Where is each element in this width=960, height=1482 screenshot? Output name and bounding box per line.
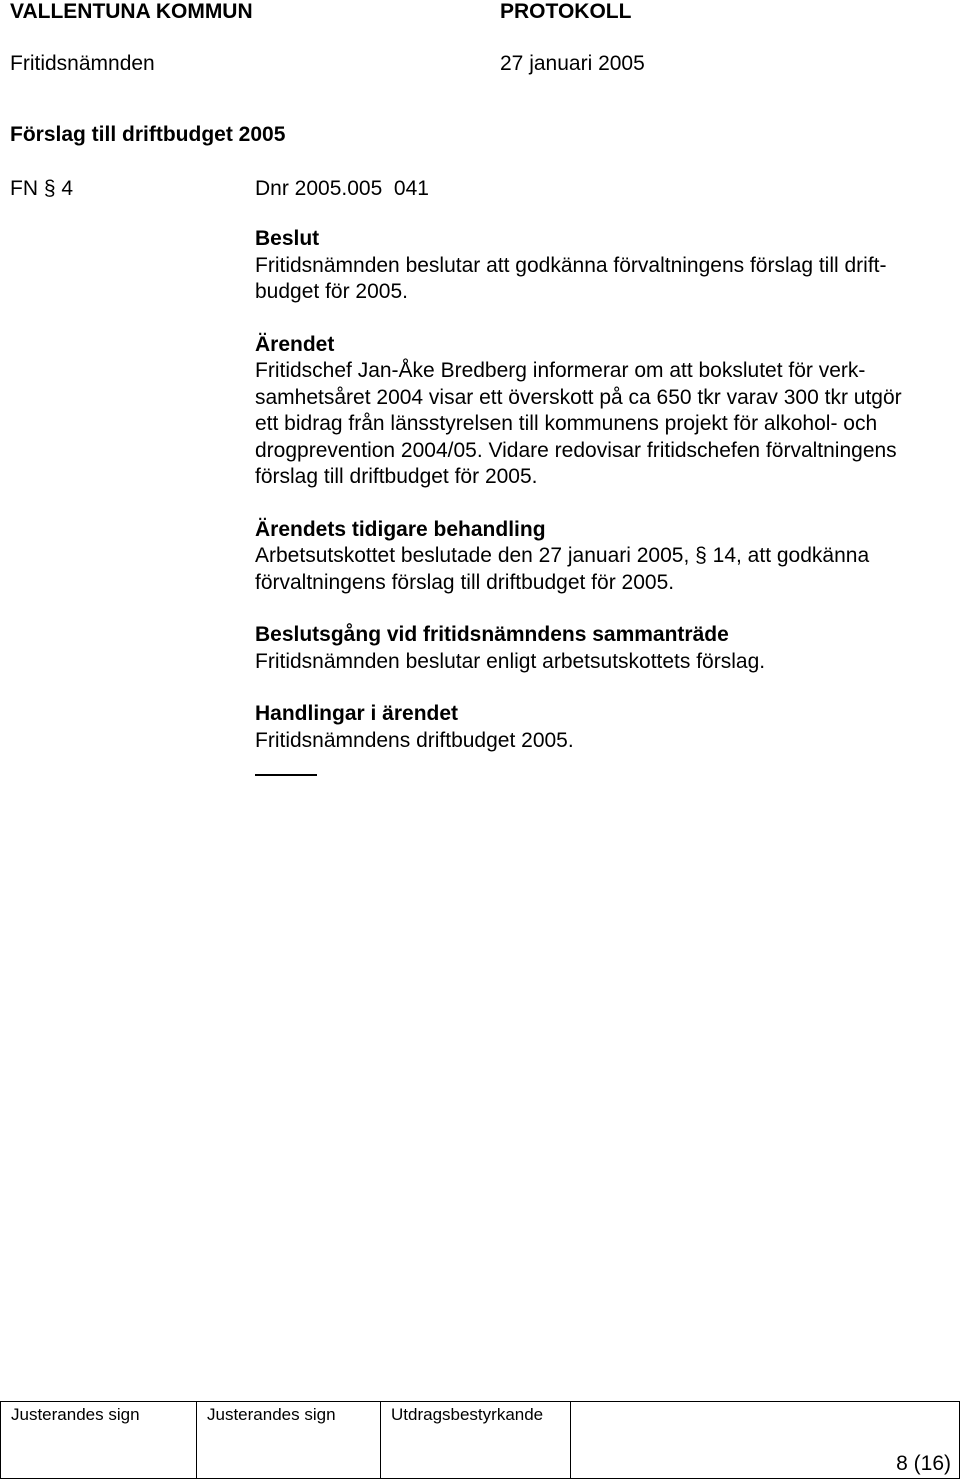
section-line: Arbetsutskottet beslutade den 27 januari 2005, § 14, att godkänna [255,544,870,567]
section-line: Fritidsnämnden beslutar att godkänna förvaltningens förslag till drift- [255,253,887,277]
footer-sign-2: Justerandes sign [197,1402,381,1478]
org-name: VALLENTUNA KOMMUN [10,0,253,23]
section-line: förvaltningens förslag till driftbudget för 2005. [255,570,675,594]
footer-extract: Utdragsbestyrkande [381,1402,571,1478]
section-heading: Beslut [255,227,320,250]
section-heading: Ärendet [255,332,335,356]
section-arendet [255,332,955,491]
case-dnr: Dnr 2005.005 041 [255,177,429,200]
section-handlingar [255,701,955,754]
page-title: Förslag till driftbudget 2005 [10,123,286,146]
section-line: samhetsåret 2004 visar ett överskott på ca 650 tkr varav 300 tkr utgör [255,385,902,409]
document-type: PROTOKOLL [500,0,632,23]
footer-sign-1: Justerandes sign [1,1402,197,1478]
section-line: ett bidrag från länsstyrelsen till kommunens projekt för alkohol- och [255,412,878,435]
section-line: Fritidsnämndens driftbudget 2005. [255,728,574,752]
section-tidigare-behandling [255,517,955,597]
section-line: Fritidsnämnden beslutar enligt arbetsutskottets förslag. [255,649,766,673]
signature-footer [0,1401,960,1479]
section-line: budget för 2005. [255,280,408,303]
protocol-body [255,226,955,754]
section-heading: Handlingar i ärendet [255,702,459,725]
case-paragraph: FN § 4 [10,177,74,200]
section-heading: Beslutsgång vid fritidsnämndens sammanträde [255,623,729,646]
section-line: Fritidschef Jan-Åke Bredberg informerar om att bokslutet för verk- [255,359,866,382]
committee-name: Fritidsnämnden [10,52,155,75]
page-number: 8 (16) [896,1452,951,1475]
section-line: drogprevention 2004/05. Vidare redovisar fritidschefen förvaltningens [255,438,897,462]
section-beslutsgang [255,622,955,675]
section-beslut [255,226,955,306]
meeting-date: 27 januari 2005 [500,52,645,75]
end-rule [255,774,317,776]
section-line: förslag till driftbudget för 2005. [255,465,538,488]
section-heading: Ärendets tidigare behandling [255,517,546,541]
